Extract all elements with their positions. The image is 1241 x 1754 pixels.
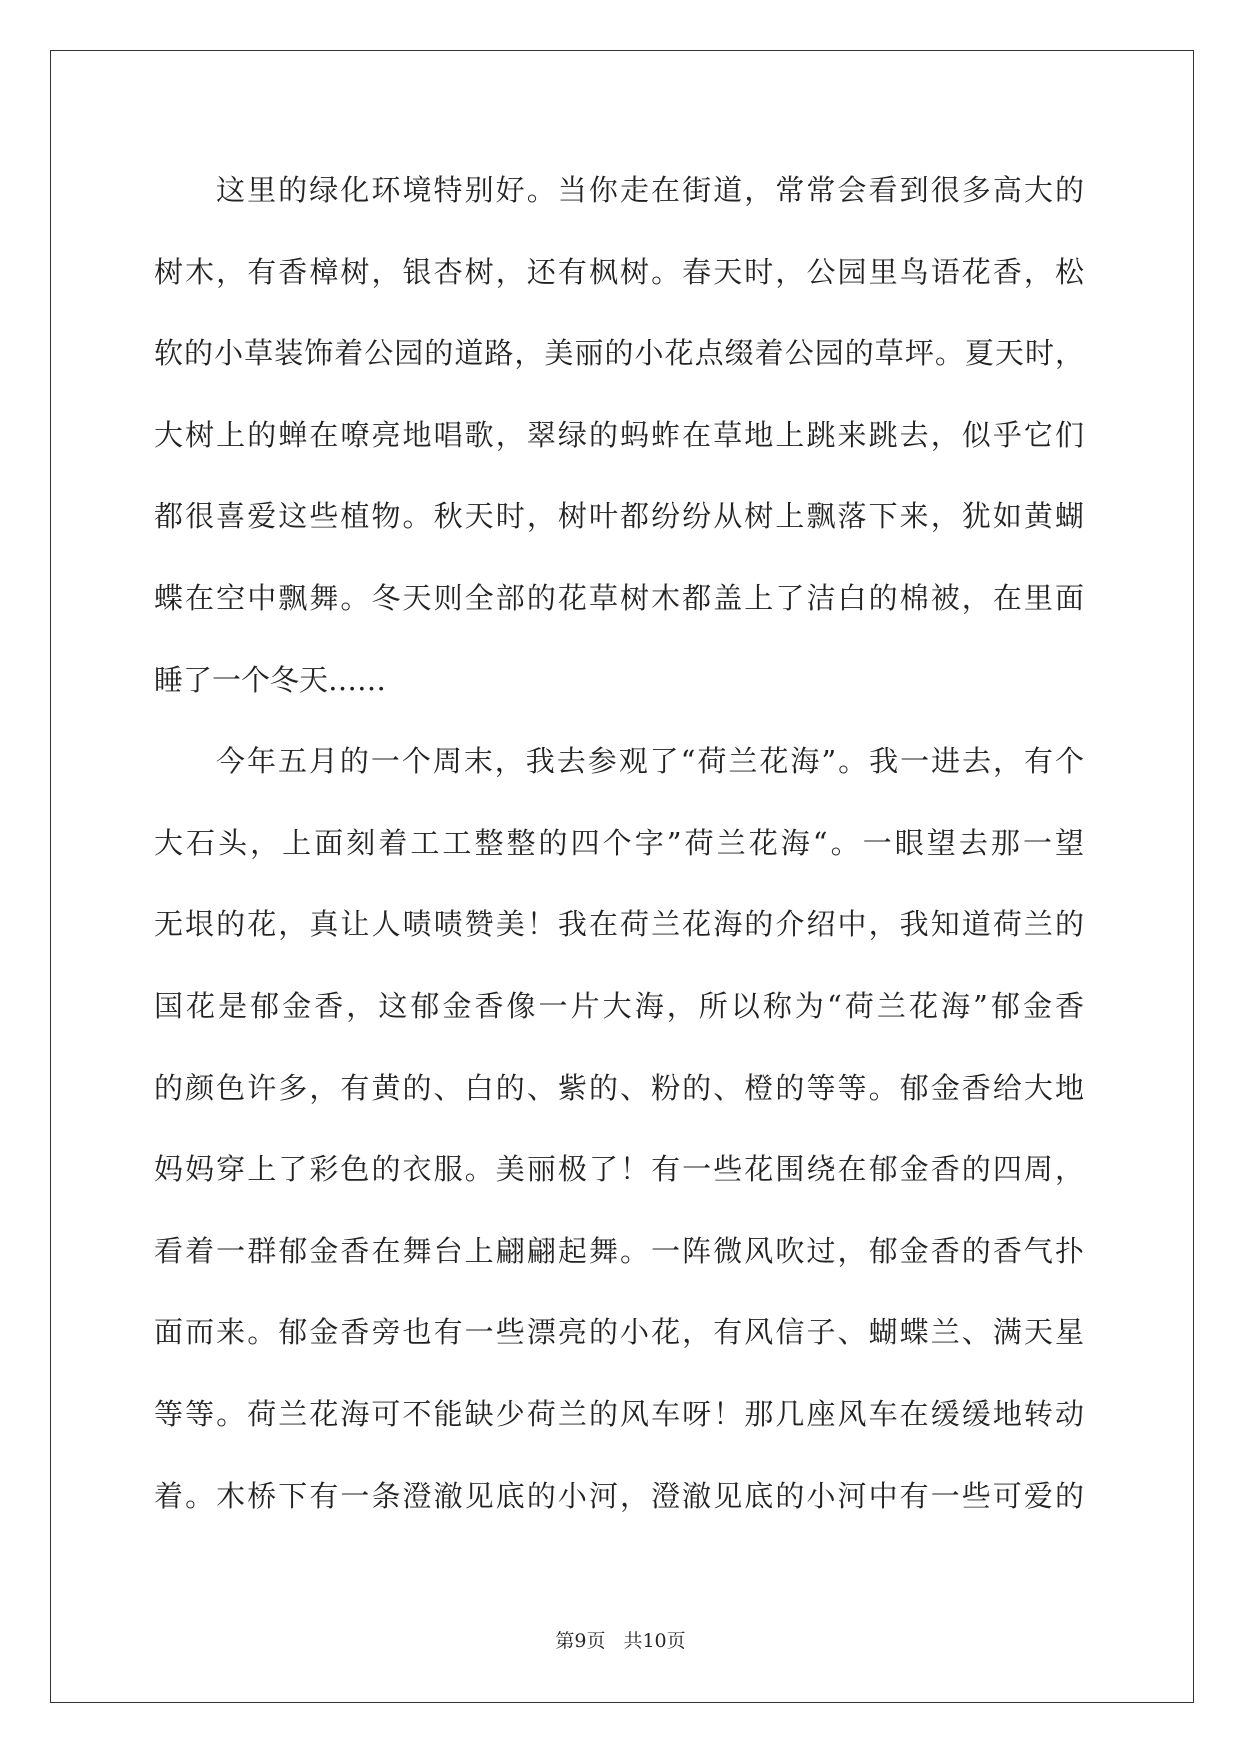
text-line: 等等。荷兰花海可不能缺少荷兰的风车呀！那几座风车在缓缓地转动 [154, 1396, 1084, 1431]
page-number: 第9页 [555, 1630, 606, 1652]
text-line: 国花是郁金香，这郁金香像一片大海，所以称为“荷兰花海”郁金香 [154, 988, 1084, 1023]
text-line: 面而来。郁金香旁也有一些漂亮的小花，有风信子、蝴蝶兰、满天星 [154, 1315, 1084, 1350]
text-line: 睡了一个冬天…… [154, 662, 387, 697]
page-footer [0, 1626, 1241, 1653]
text-line: 树木，有香樟树，银杏树，还有枫树。春天时，公园里鸟语花香，松 [154, 254, 1084, 289]
text-line: 妈妈穿上了彩色的衣服。美丽极了！有一些花围绕在郁金香的四周， [154, 1152, 1084, 1187]
text-line: 这里的绿化环境特别好。当你走在街道，常常会看到很多高大的 [216, 173, 1084, 207]
text-line: 蝶在空中飘舞。冬天则全部的花草树木都盖上了洁白的棉被，在里面 [154, 580, 1084, 615]
text-line: 大树上的蝉在嘹亮地唱歌，翠绿的蚂蚱在草地上跳来跳去，似乎它们 [154, 417, 1084, 452]
paragraph-2 [154, 721, 1084, 1537]
text-line: 大石头，上面刻着工工整整的四个字”荷兰花海“。一眼望去那一望 [154, 825, 1084, 860]
text-line: 今年五月的一个周末，我去参观了“荷兰花海”。我一进去，有个 [216, 744, 1084, 779]
page-total: 共10页 [623, 1630, 686, 1652]
text-line: 着。木桥下有一条澄澈见底的小河，澄澈见底的小河中有一些可爱的 [154, 1478, 1084, 1513]
text-line: 都很喜爱这些植物。秋天时，树叶都纷纷从树上飘落下来，犹如黄蝴 [154, 499, 1084, 534]
text-line: 软的小草装饰着公园的道路，美丽的小花点缀着公园的草坪。夏天时， [154, 336, 1084, 371]
text-line: 的颜色许多，有黄的、白的、紫的、粉的、橙的等等。郁金香给大地 [154, 1070, 1084, 1105]
text-line: 看着一群郁金香在舞台上翩翩起舞。一阵微风吹过，郁金香的香气扑 [154, 1233, 1084, 1268]
text-line: 无垠的花，真让人啧啧赞美！我在荷兰花海的介绍中，我知道荷兰的 [154, 907, 1084, 942]
document-body [154, 150, 1084, 1537]
paragraph-1 [154, 150, 1084, 721]
